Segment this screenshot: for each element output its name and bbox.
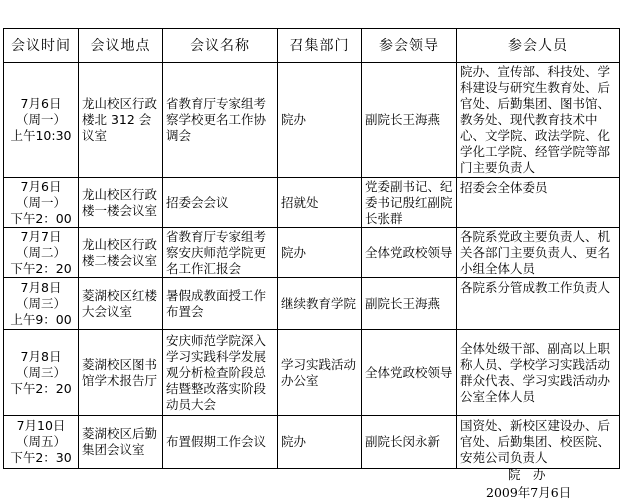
cell-leader: 党委副书记、纪委书记殷红副院长张群 [362,178,457,228]
cell-time: 7月7日 （周二） 下午2：20 [4,228,79,278]
header-time: 会议时间 [4,29,79,63]
meeting-schedule-table [3,28,620,469]
cell-attendees: 各院系分管成教工作负责人 [457,278,620,330]
table-row [4,178,620,228]
table-row [4,278,620,330]
footer-office: 院 办 [508,467,546,482]
table-row [4,63,620,178]
cell-name: 安庆师范学院深入学习实践科学发展观分析检查阶段总结暨整改落实阶段动员大会 [163,330,278,416]
cell-time: 7月10日 （周五） 下午2：30 [4,416,79,469]
cell-name: 省教育厅专家组考察安庆师范学院更名工作汇报会 [163,228,278,278]
header-leader: 参会领导 [362,29,457,63]
cell-time: 7月8日 （周三） 下午2：20 [4,330,79,416]
cell-leader: 副院长王海燕 [362,63,457,178]
cell-time: 7月6日 （周一） 上午10:30 [4,63,79,178]
header-name: 会议名称 [163,29,278,63]
cell-place: 菱湖校区图书馆学术报告厅 [79,330,163,416]
cell-attendees: 国资处、新校区建设办、后官处、后勤集团、校医院、安苑公司负责人 [457,416,620,469]
cell-dept: 招就处 [278,178,362,228]
cell-place: 龙山校区行政楼北 312 会议室 [79,63,163,178]
cell-leader: 副院长闵永新 [362,416,457,469]
cell-attendees: 各院系党政主要负责人、机关各部门主要负责人、更名小组全体人员 [457,228,620,278]
cell-place: 龙山校区行政楼二楼会议室 [79,228,163,278]
cell-dept: 院办 [278,416,362,469]
cell-dept: 院办 [278,228,362,278]
cell-dept: 继续教育学院 [278,278,362,330]
cell-place: 菱湖校区后勤集团会议室 [79,416,163,469]
cell-dept: 院办 [278,63,362,178]
table-row [4,416,620,469]
cell-name: 布置假期工作会议 [163,416,278,469]
table-row [4,330,620,416]
header-place: 会议地点 [79,29,163,63]
header-row [4,29,620,63]
cell-name: 省教育厅专家组考察学校更名工作协调会 [163,63,278,178]
cell-attendees: 院办、宣传部、科技处、学科建设与研究生教育处、后官处、后勤集团、图书馆、教务处、现代教育技术中心、文学院、政法学院、化学化工学院、经管学院等部门主要负责人 [457,63,620,178]
header-attendees: 参会人员 [457,29,620,63]
cell-name: 暑假成教面授工作布置会 [163,278,278,330]
header-dept: 召集部门 [278,29,362,63]
cell-attendees: 全体处级干部、副高以上职称人员、学校学习实践活动群众代表、学习实践活动办公室全体人员 [457,330,620,416]
table-row [4,228,620,278]
cell-name: 招委会会议 [163,178,278,228]
cell-time: 7月6日 （周一） 下午2：00 [4,178,79,228]
cell-leader: 全体党政校领导 [362,228,457,278]
cell-attendees: 招委会全体委员 [457,178,620,228]
cell-leader: 副院长王海燕 [362,278,457,330]
footer-date: 2009年7月6日 [486,485,572,500]
cell-leader: 全体党政校领导 [362,330,457,416]
cell-place: 菱湖校区红楼大会议室 [79,278,163,330]
cell-dept: 学习实践活动办公室 [278,330,362,416]
cell-place: 龙山校区行政楼一楼会议室 [79,178,163,228]
cell-time: 7月8日 （周三） 上午9：00 [4,278,79,330]
